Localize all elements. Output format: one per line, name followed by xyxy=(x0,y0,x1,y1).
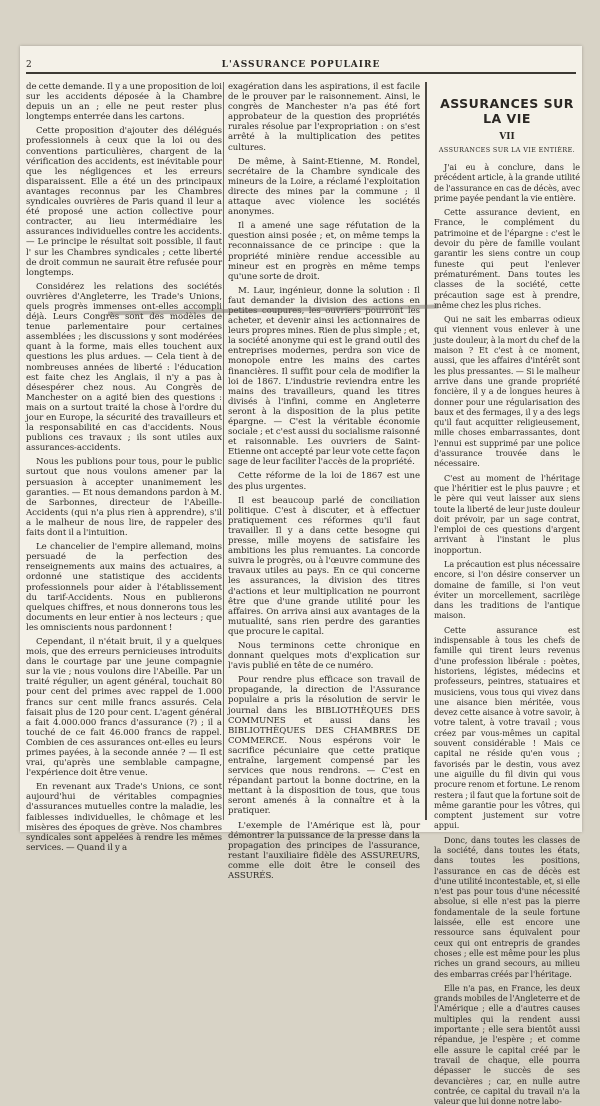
paragraph: Cette assurance devient, en France, le complément du patrimoine et de l'épargne : c'est le devoir du père de famille voulant garantir les siens contre un coup funeste qui peut l'enlever prématurément. Dans toutes les classes de la société, cette précaution sage est à prendre, même chez les plus riches. xyxy=(434,207,580,310)
column-separator xyxy=(425,82,427,820)
paragraph: Elle n'a pas, en France, les deux grands mobiles de l'Angleterre et de l'Amérique ; elle a d'autres causes multiples qui la rendent aussi importante ; elle sera bientôt aussi répandue, je l'espère ; et comme elle assure le capital créé par le travail de chaque, elle pourra dépasser le succès de ses devancières ; car, en nulle autre contrée, ce capital du travail n'a la valeur que lui donne notre labo- xyxy=(434,982,580,1106)
paragraph: Cette proposition d'ajouter des délégués professionnels à ceux que la loi ou des conventions particulières, chargent de la vérification des accidents, est inévitable pour que les négligences et les erreurs disparaissent. Elle a été un des principaux avantages reconnus par les Chambres syndicales ouvrières de Paris quand il leur a été proposé une action collective pour contracter, au lieu intermédiaire les assurances individuelles contre les accidents. — Le principe le résultat soit possible, il faut l' sur les Chambres syndicales ; cette liberté de droit commun ne saurait être refusée pour longtemps. xyxy=(26,126,222,278)
paragraph: Pour rendre plus efficace son travail de propagande, la direction de l'Assurance populaire a pris la résolution de servir le journal dans les BIBLIOTHÈQUES DES COMMUNES et aussi dans les BIBLIOTHÈQUES DES CHAMBRES DE COMMERCE. Nous espérons voir le sacrifice pécuniaire que cette pratique entraîne, largement compensé par les services que nous rendrons. — C'est en répandant partout la bonne doctrine, en la mettant à la disposition de tous, que tous seront amenés à la connaître et à la pratiquer. xyxy=(228,675,420,817)
paragraph: En revenant aux Trade's Unions, ce sont aujourd'hui de véritables compagnies d'assurances mutuelles contre la maladie, les faiblesses individuelles, le chômage et les misères des époques de grève. Nos chambres syndicales sont appelées à rendre les mêmes services. — Quand il y a xyxy=(26,782,222,853)
paragraph: Qui ne sait les embarras odieux qui viennent vous enlever à une juste douleur, à la mort du chef de la maison ? Et c'est à ce moment, aussi, que les affaires d'intérêt sont les plus pressantes. — Si le malheur arrive dans une grande propriété foncière, il y a de longues heures à donner pour une régularisation des baux et des fermages, il y a des legs qu'il faut acquitter religieusement, mille choses embarrassantes, dont l'ennui est supprimé par une police d'assurance trouvée dans le nécessaire. xyxy=(434,314,580,469)
paragraph: de cette demande. Il y a une proposition de loi sur les accidents déposée à la Chambre depuis un an ; elle ne peut rester plus longtemps enterrée dans les cartons. xyxy=(26,82,222,123)
page-number: 2 xyxy=(26,60,32,70)
paragraph: Considérez les relations des sociétés ouvrières d'Angleterre, les Trade's Unions, quels progrès immenses ont-elles accompli déjà. Leurs Congrès sont des modèles de tenue parlementaire pour certaines assemblées ; les discussions y sont modérées quant à la forme, mais elles touchent aux questions les plus ardues. — Cela tient à de nombreuses années de liberté : l'éducation est faite chez les Anglais, il n'y a pas à désespérer chez nous. Au Congrès de Manchester on a agité bien des questions : mais on a surtout traité la chose à l'ordre du jour en Europe, la sécurité des travailleurs et la responsabilité en cas d'accidents. Nous publions ces travaux ; ils sont utiles aux assurances-accidents. xyxy=(26,281,222,454)
running-title: L'ASSURANCE POPULAIRE xyxy=(221,60,381,70)
paragraph: Cette assurance est indispensable à tous les chefs de famille qui tirent leurs revenus d'une profession libérale : poètes, historiens, légistes, médecins et professeurs, peintres, statuaires et musiciens, vous tous qui vivez dans une aisance bien méritée, vous devez cette aisance à votre savoir, à votre talent, à votre travail ; vous créez par vous-mêmes un capital souvent considérable ! Mais ce capital ne réside qu'en vous ; favorisés par le destin, vous avez une aiguille du fil divin qui vous procure renom et fortune. Le renom restera ; il faut que la fortune soit de même garantie pour les vôtres, qui comptent justement sur votre appui. xyxy=(434,624,580,831)
paragraph: Cette réforme de la loi de 1867 est une des plus urgentes. xyxy=(228,471,420,492)
paragraph: Nous les publions pour tous, pour le public surtout que nous voulons amener par la persuasion à accepter unanimement les garanties. — Et nous demandons pardon à M. de Sarbonnes, directeur de l'Abeille-Accidents (qui n'a plus rien à apprendre), s'il a le malheur de nous lire, de rappeler des faits dont il a l'intuition. xyxy=(26,457,222,539)
paragraph: C'est au moment de l'héritage que l'héritier est le plus pauvre ; et le père qui veut laisser aux siens toute la liberté de leur juste douleur doit prévoir, par un sage contrat, l'emploi de ces questions d'argent arrivant à l'instant le plus inopportun. xyxy=(434,472,580,555)
paragraph: La précaution est plus nécessaire encore, si l'on désire conserver un domaine de famille, si l'on veut éviter un morcellement, sacrilège dans les traditions de l'antique maison. xyxy=(434,558,580,621)
column-1 xyxy=(26,82,222,853)
paragraph: Il est beaucoup parlé de conciliation politique. C'est à discuter, et à effectuer pratiquement ces réformes qu'il faut travailler. Il y a dans cette besogne qui presse, mille moyens de satisfaire les ambitions les plus remuantes. La concorde suivra le progrès, ou à l'œuvre commune des travaux utiles au pays. En ce qui concerne les assurances, la division des titres d'actions et leur multiplication ne pourront être que d'une grande utilité pour les affaires. On arriva ainsi aux avantages de la mutualité, sans rien perdre des garanties que procure le capital. xyxy=(228,495,420,637)
paragraph: M. Laur, ingénieur, donne la solution : Il faut demander la division des actions en petites coupures, les ouvriers pourront les acheter, et devenir ainsi les actionnaires de leurs propres mines. Rien de plus simple ; et, la société anonyme qui est le grand outil des entreprises modernes, perdra son vice de monopole entre les mains des cartes financières. Il suffit pour cela de modifier la loi de 1867. L'industrie reviendra entre les mains des travailleurs, quand les titres divisés à l'infini, comme en Angleterre seront à la disposition de la plus petite épargne. — C'est la véritable économie sociale ; et c'est aussi du socialisme raisonné et raisonnable. Les ouvriers de Saint-Etienne ont accepté par leur vote cette façon sage de leur faciliter l'accès de la propriété. xyxy=(228,285,420,468)
paragraph: J'ai eu à conclure, dans le précédent article, à la grande utilité de l'assurance en cas de décès, avec prime payée pendant la vie entière. xyxy=(434,162,580,203)
paragraph: Nous terminons cette chronique en donnant quelques mots d'explication sur l'avis publié en tête de ce numéro. xyxy=(228,640,420,672)
paragraph: Donc, dans toutes les classes de la société, dans toutes les états, dans toutes les positions, l'assurance en cas de décès est d'une utilité incontestable, et, si elle n'est pas pour tous d'une nécessité absolue, si elle n'est pas la pierre fondamentale de la seule fortune laissée, elle est encore une ressource sans équivalent pour ceux qui ont entrepris de grandes choses ; elle est même pour les plus riches un grand secours, au milieu des embarras créés par l'héritage. xyxy=(434,834,580,979)
article-subtitle: ASSURANCES SUR LA VIE ENTIÈRE. xyxy=(438,146,576,154)
article-title: ASSURANCES SUR LA VIE xyxy=(440,96,574,126)
paragraph: Le chancelier de l'empire allemand, moins persuadé de la perfection des renseignements aux mains des actuaires, a ordonné une statistique des accidents professionnels pour aider à l'établissement du tarif-Accidents. Nous en publierons quelques chiffres, et nous donnerons tous les documents en leur entier à nos lecteurs ; que les omniscients nous pardonnent ! xyxy=(26,542,222,633)
column-3 xyxy=(434,82,580,1106)
page-header xyxy=(20,46,582,72)
newspaper-page xyxy=(20,46,582,1106)
paragraph: De même, à Saint-Etienne, M. Rondel, secrétaire de la Chambre syndicale des mineurs de la Loire, a réclamé l'exploitation directe des mines par la commune ; il attaque avec violence les sociétés anonymes. xyxy=(228,156,420,218)
header-rule xyxy=(26,72,576,74)
paragraph: Il a amené une sage réfutation de la question ainsi posée ; et, on même temps la reconnaissance de ce principe : que la propriété minière rendue accessible au mineur est en progrès en même temps qu'une sorte de droit. xyxy=(228,221,420,282)
paragraph: exagération dans les aspirations, il est facile de le prouver par le raisonnement. Ainsi, le congrès de Manchester n'a pas été fort approbateur de la question des propriétés rurales résolue par l'expropriation : on s'est arrêté à la multiplication des petites cultures. xyxy=(228,82,420,153)
column-separator xyxy=(223,82,224,820)
column-2 xyxy=(228,82,420,882)
paragraph: L'exemple de l'Amérique est là, pour démontrer la puissance de la presse dans la propagation des principes de l'assurance, restant l'auxiliaire fidèle des ASSUREURS, comme elle doit être le conseil des ASSURÉS. xyxy=(228,820,420,882)
paragraph: Cependant, il n'était bruit, il y a quelques mois, que des erreurs pernicieuses introduits dans le courtage par une jeune compagnie sur la vie ; nous voulons dire l'Abeille. Par un traité régulier, un agent général, touchait 80 pour cent del primes avec rappel de 1.000 francs sur cent mille francs assurés. Cela faisait plus de 120 pour cent. L'agent général a fait 4.000.000 francs d'assurance (?) ; il a touché de ce fait 46.000 francs de rappel. Combien de ces assurances ont-elles eu leurs primes payées, à la seconde année ? — Il est vrai, qu'après une semblable campagne, l'expérience doit être venue. xyxy=(26,636,222,779)
chapter-number: VII xyxy=(499,132,515,142)
